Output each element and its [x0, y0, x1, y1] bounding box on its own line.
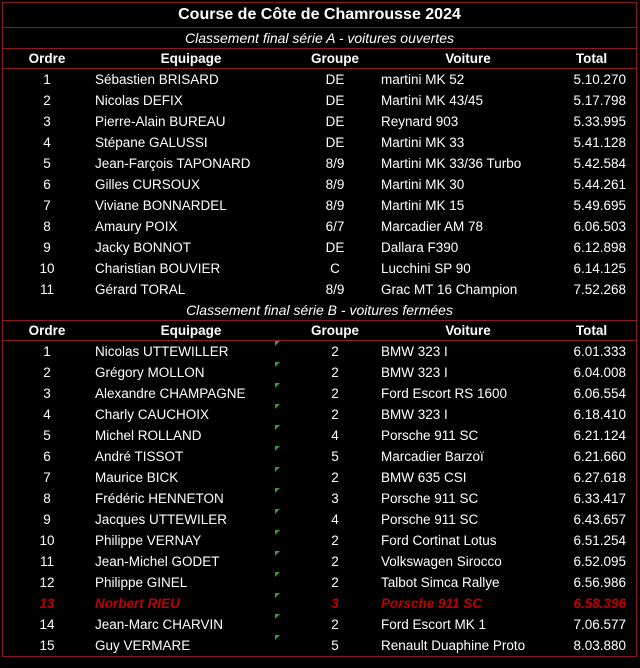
col-header-ordre: Ordre — [28, 323, 66, 338]
cell-voiture: Ford Cortinat Lotus — [381, 533, 497, 548]
cell-equipage: Maurice BICK — [95, 470, 179, 485]
cell-groupe: C — [330, 261, 340, 276]
table-row — [3, 174, 636, 195]
table-row — [3, 132, 636, 153]
cell-voiture: Reynard 903 — [381, 114, 459, 129]
cell-equipage: Jean-Farçois TAPONARD — [95, 156, 251, 171]
cell-total: 7.52.268 — [573, 282, 626, 297]
cell-ordre: 6 — [43, 177, 51, 192]
cell-marker-icon — [275, 467, 280, 472]
cell-voiture: Lucchini SP 90 — [381, 261, 471, 276]
cell-ordre: 7 — [43, 470, 51, 485]
cell-total: 6.14.125 — [573, 261, 626, 276]
cell-voiture: Ford Escort RS 1600 — [381, 386, 508, 401]
cell-ordre: 9 — [43, 512, 51, 527]
table-row — [3, 614, 636, 635]
cell-voiture: Porsche 911 SC — [381, 428, 479, 443]
col-header-groupe: Groupe — [310, 323, 359, 338]
table-row — [3, 530, 636, 551]
table-row — [3, 404, 636, 425]
cell-ordre: 11 — [39, 554, 54, 569]
table-row — [3, 383, 636, 404]
cell-marker-icon — [275, 509, 280, 514]
cell-total: 6.01.333 — [573, 344, 626, 359]
cell-total: 6.58.396 — [573, 596, 626, 611]
table-row — [3, 488, 636, 509]
cell-voiture: BMW 323 I — [381, 344, 448, 359]
cell-equipage: Sébastien BRISARD — [95, 72, 219, 87]
table-row — [3, 572, 636, 593]
cell-groupe: 5 — [331, 449, 339, 464]
cell-ordre: 1 — [43, 344, 51, 359]
col-header-total: Total — [575, 323, 608, 338]
cell-ordre: 2 — [43, 365, 51, 380]
page-title: Course de Côte de Chamrousse 2024 — [2, 2, 637, 28]
cell-voiture: Martini MK 33/36 Turbo — [381, 156, 522, 171]
cell-total: 6.52.095 — [573, 554, 626, 569]
cell-voiture: Porsche 911 SC — [381, 512, 479, 527]
cell-total: 7.06.577 — [573, 617, 626, 632]
cell-marker-icon — [275, 446, 280, 451]
table-row — [3, 362, 636, 383]
cell-groupe: 2 — [331, 533, 339, 548]
series-b-table — [2, 321, 637, 657]
cell-equipage: Michel ROLLAND — [95, 428, 202, 443]
results-sheet — [2, 2, 637, 666]
cell-equipage: André TISSOT — [95, 449, 184, 464]
cell-voiture: BMW 635 CSI — [381, 470, 467, 485]
cell-marker-icon — [275, 635, 280, 640]
cell-marker-icon — [275, 425, 280, 430]
table-row — [3, 111, 636, 132]
col-header-ordre: Ordre — [28, 51, 66, 66]
cell-ordre: 3 — [43, 386, 51, 401]
cell-groupe: 8/9 — [325, 282, 345, 297]
cell-total: 6.04.008 — [573, 365, 626, 380]
cell-groupe: 4 — [331, 428, 339, 443]
cell-voiture: Martini MK 33 — [381, 135, 465, 150]
cell-equipage: Gilles CURSOUX — [95, 177, 201, 192]
cell-total: 5.10.270 — [573, 72, 626, 87]
cell-voiture: Volkswagen Sirocco — [381, 554, 502, 569]
cell-total: 5.42.584 — [573, 156, 626, 171]
cell-voiture: Porsche 911 SC — [381, 491, 479, 506]
cell-total: 6.33.417 — [573, 491, 626, 506]
cell-total: 6.56.986 — [573, 575, 626, 590]
cell-marker-icon — [275, 614, 280, 619]
cell-groupe: 2 — [331, 575, 339, 590]
cell-ordre: 2 — [43, 93, 51, 108]
cell-voiture: Martini MK 15 — [381, 198, 465, 213]
col-header-equipage: Equipage — [160, 323, 222, 338]
cell-ordre: 11 — [39, 282, 54, 297]
cell-voiture: Marcadier Barzoï — [381, 449, 484, 464]
cell-total: 6.06.503 — [573, 219, 626, 234]
cell-total: 5.17.798 — [573, 93, 626, 108]
cell-groupe: 2 — [331, 470, 339, 485]
cell-equipage: Nicolas DEFIX — [95, 93, 183, 108]
cell-equipage: Jacky BONNOT — [95, 240, 192, 255]
cell-voiture: Grac MT 16 Champion — [381, 282, 518, 297]
cell-voiture: BMW 323 I — [381, 365, 448, 380]
col-header-equipage: Equipage — [160, 51, 222, 66]
cell-ordre: 15 — [39, 638, 55, 653]
cell-groupe: 2 — [331, 386, 339, 401]
cell-voiture: Dallara F390 — [381, 240, 459, 255]
cell-total: 5.44.261 — [573, 177, 626, 192]
cell-total: 5.33.995 — [573, 114, 626, 129]
table-row — [3, 153, 636, 174]
col-header-groupe: Groupe — [310, 51, 359, 66]
cell-ordre: 6 — [43, 449, 51, 464]
cell-equipage: Viviane BONNARDEL — [95, 198, 227, 213]
cell-ordre: 5 — [43, 428, 51, 443]
cell-ordre: 9 — [43, 240, 51, 255]
cell-groupe: 2 — [331, 365, 339, 380]
cell-groupe: 2 — [331, 407, 339, 422]
cell-marker-icon — [275, 383, 280, 388]
cell-voiture: Marcadier AM 78 — [381, 219, 484, 234]
cell-ordre: 4 — [43, 407, 51, 422]
cell-voiture: Martini MK 30 — [381, 177, 465, 192]
cell-ordre: 8 — [43, 491, 51, 506]
table-row — [3, 341, 636, 362]
cell-equipage: Philippe VERNAY — [95, 533, 202, 548]
series-b-title: Classement final série B - voitures fermées — [2, 300, 637, 321]
series-a-table — [2, 49, 637, 300]
cell-equipage: Gérard TORAL — [95, 282, 186, 297]
table-row — [3, 258, 636, 279]
cell-marker-icon — [275, 362, 280, 367]
cell-equipage: Philippe GINEL — [95, 575, 188, 590]
col-header-total: Total — [575, 51, 608, 66]
cell-ordre: 10 — [39, 533, 55, 548]
cell-groupe: 4 — [331, 512, 339, 527]
cell-total: 5.41.128 — [573, 135, 626, 150]
table-row — [3, 216, 636, 237]
cell-voiture: Martini MK 43/45 — [381, 93, 484, 108]
cell-ordre: 10 — [39, 261, 55, 276]
cell-equipage: Jean-Michel GODET — [95, 554, 220, 569]
cell-ordre: 5 — [43, 156, 51, 171]
cell-groupe: 5 — [331, 638, 339, 653]
table-row — [3, 509, 636, 530]
table-row — [3, 90, 636, 111]
cell-marker-icon — [275, 593, 280, 598]
cell-groupe: DE — [325, 93, 345, 108]
cell-total: 6.12.898 — [573, 240, 626, 255]
cell-equipage: Frédéric HENNETON — [95, 491, 224, 506]
table-row — [3, 467, 636, 488]
cell-groupe: 8/9 — [325, 198, 345, 213]
cell-marker-icon — [275, 488, 280, 493]
cell-voiture: Talbot Simca Rallye — [381, 575, 500, 590]
cell-equipage: Nicolas UTTEWILLER — [95, 344, 229, 359]
cell-total: 6.06.554 — [573, 386, 626, 401]
cell-groupe: DE — [325, 72, 345, 87]
cell-ordre: 1 — [43, 72, 51, 87]
cell-total: 6.18.410 — [573, 407, 626, 422]
cell-voiture: Porsche 911 SC — [381, 596, 483, 611]
cell-groupe: 8/9 — [325, 177, 345, 192]
cell-equipage: Charistian BOUVIER — [95, 261, 221, 276]
cell-equipage: Jacques UTTEWILER — [95, 512, 228, 527]
cell-ordre: 13 — [39, 596, 55, 611]
table-row — [3, 446, 636, 467]
col-header-voiture: Voiture — [445, 323, 491, 338]
series-b-rows — [3, 341, 636, 656]
cell-voiture: Ford Escort MK 1 — [381, 617, 487, 632]
cell-equipage: Jean-Marc CHARVIN — [95, 617, 224, 632]
cell-marker-icon — [275, 404, 280, 409]
cell-groupe: 2 — [331, 554, 339, 569]
cell-ordre: 12 — [39, 575, 55, 590]
cell-equipage: Stépane GALUSSI — [95, 135, 208, 150]
cell-groupe: 2 — [331, 344, 339, 359]
cell-groupe: 3 — [331, 491, 339, 506]
cell-groupe: DE — [325, 114, 345, 129]
series-a-rows — [3, 69, 636, 300]
cell-equipage: Guy VERMARE — [95, 638, 191, 653]
table-row — [3, 593, 636, 614]
cell-equipage: Norbert RIEU — [95, 596, 180, 611]
cell-groupe: DE — [325, 135, 345, 150]
cell-groupe: 2 — [331, 617, 339, 632]
cell-ordre: 3 — [43, 114, 51, 129]
cell-marker-icon — [275, 530, 280, 535]
table-row — [3, 551, 636, 572]
cell-ordre: 14 — [39, 617, 55, 632]
cell-voiture: BMW 323 I — [381, 407, 448, 422]
cell-equipage: Grégory MOLLON — [95, 365, 205, 380]
cell-voiture: Renault Duaphine Proto — [381, 638, 526, 653]
cell-groupe: 8/9 — [325, 156, 345, 171]
table-row — [3, 195, 636, 216]
cell-ordre: 4 — [43, 135, 51, 150]
cell-total: 6.51.254 — [573, 533, 626, 548]
cell-total: 6.21.660 — [573, 449, 626, 464]
cell-equipage: Amaury POIX — [95, 219, 178, 234]
col-header-voiture: Voiture — [445, 51, 491, 66]
cell-total: 6.27.618 — [573, 470, 626, 485]
cell-equipage: Charly CAUCHOIX — [95, 407, 210, 422]
table-row — [3, 635, 636, 656]
cell-voiture: martini MK 52 — [381, 72, 465, 87]
cell-groupe: 6/7 — [325, 219, 345, 234]
cell-groupe: DE — [325, 240, 345, 255]
table-row — [3, 237, 636, 258]
cell-total: 6.21.124 — [573, 428, 626, 443]
cell-marker-icon — [275, 551, 280, 556]
cell-equipage: Pierre-Alain BUREAU — [95, 114, 226, 129]
cell-total: 5.49.695 — [573, 198, 626, 213]
cell-total: 6.43.657 — [573, 512, 626, 527]
table-row — [3, 279, 636, 300]
cell-ordre: 8 — [43, 219, 51, 234]
cell-groupe: 3 — [331, 596, 339, 611]
table-row — [3, 425, 636, 446]
cell-marker-icon — [275, 341, 280, 346]
table-row — [3, 69, 636, 90]
cell-total: 8.03.880 — [573, 638, 626, 653]
series-b-header-row — [3, 321, 636, 341]
series-a-header-row — [3, 49, 636, 69]
cell-marker-icon — [275, 572, 280, 577]
series-a-title: Classement final série A - voitures ouvertes — [2, 28, 637, 49]
cell-ordre: 7 — [43, 198, 51, 213]
cell-equipage: Alexandre CHAMPAGNE — [95, 386, 246, 401]
